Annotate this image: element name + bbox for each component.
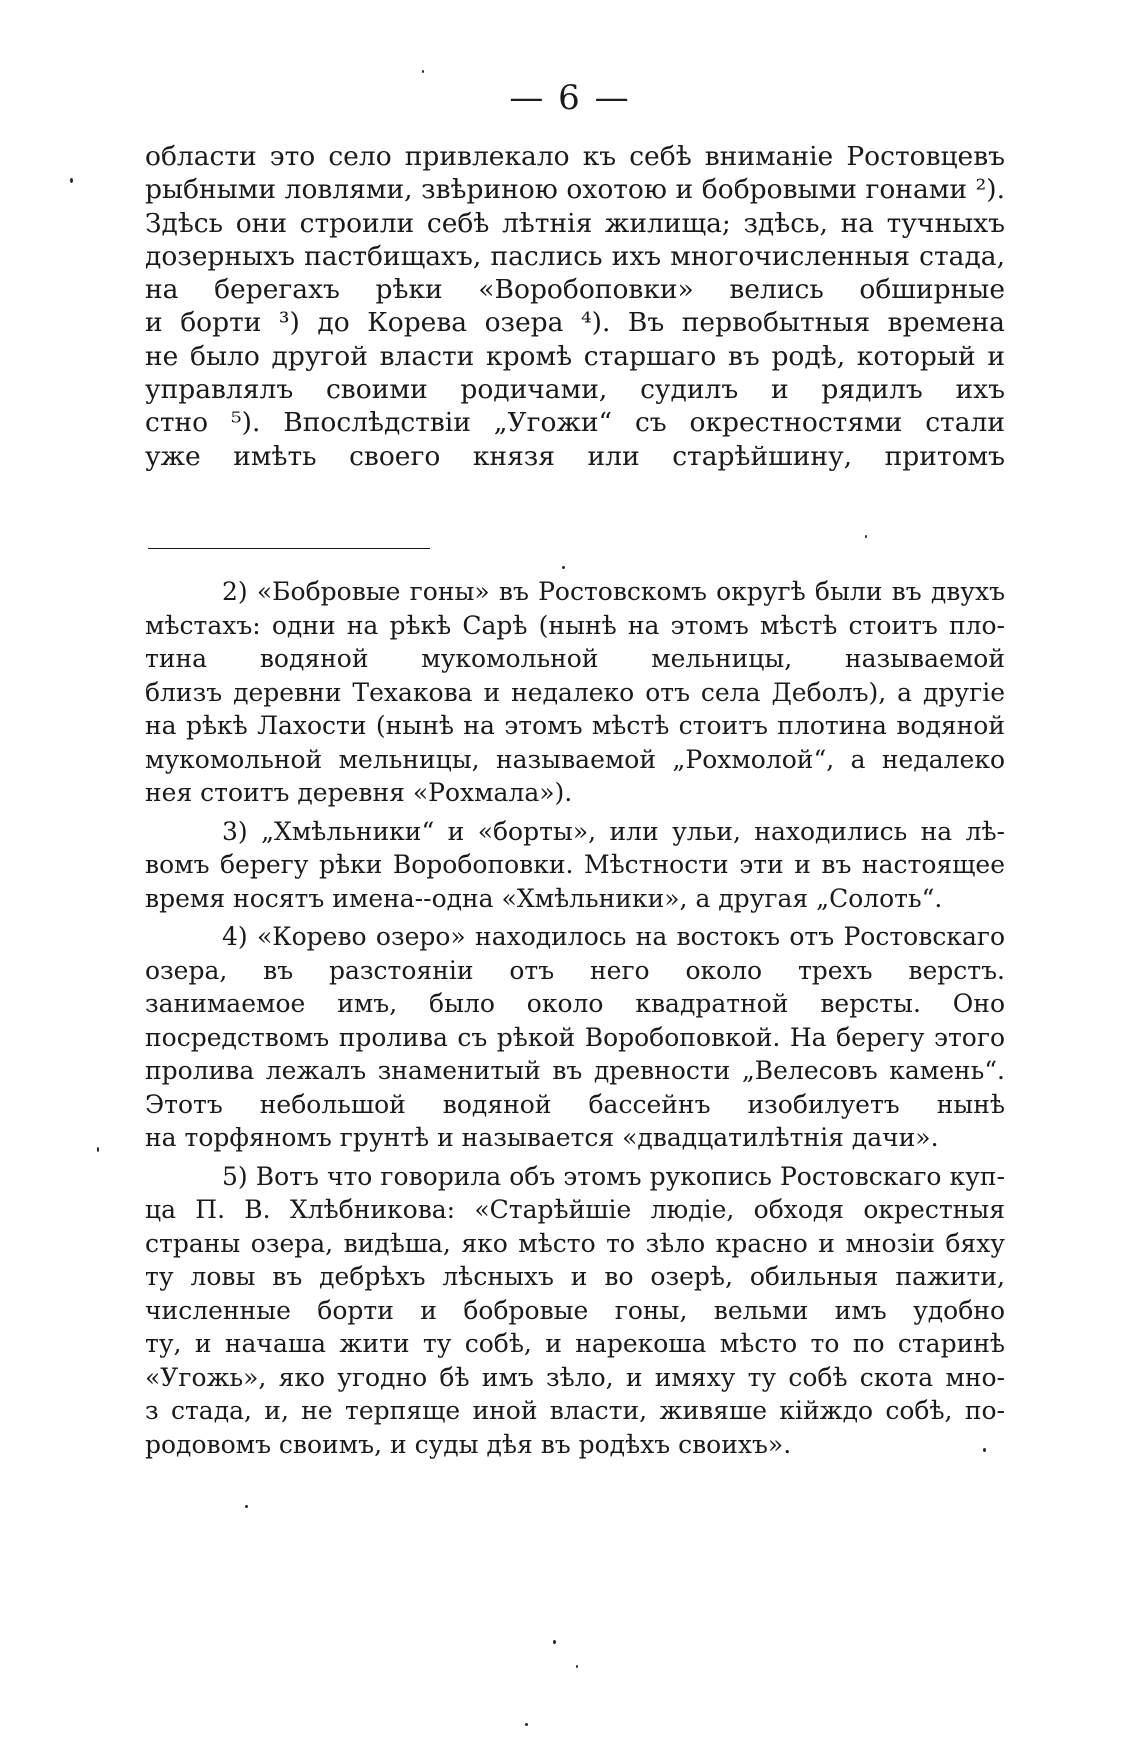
footnote-5 — [145, 1160, 1005, 1462]
footnote-line: мукомольной мельницы, называемой „Рохмолой“, а недалеко — [145, 744, 1005, 774]
footnote-line: з стада, и, не терпяще иной власти, живяше кійждо собѣ, по- — [145, 1396, 1005, 1425]
scan-speck — [70, 178, 73, 183]
footnote-line: 2) «Бобровые гоны» въ Ростовскомъ округѣ были въ двухъ — [222, 577, 1005, 606]
scan-speck — [245, 1505, 248, 1508]
footnote-line: пролива лежалъ знаменитый въ древности „Велесовъ камень“. — [145, 1056, 1005, 1085]
main-text — [145, 140, 1005, 473]
text-line: дозерныхъ пастбищахъ, паслись ихъ многочисленныя стада, — [145, 240, 1005, 272]
footnote-line: ту, и начаша жити ту собѣ, и нарекоша мѣсто то по старинѣ — [145, 1329, 1005, 1358]
text-line: области это село привлекало къ себѣ вниманіе Ростовцевъ — [145, 141, 1005, 172]
text-line: и борти ³) до Корева озера ⁴). Въ первобытныя времена — [145, 307, 1005, 339]
footnote-line: страны озера, видѣша, яко мѣсто то зѣло красно и мнозіи бяху — [145, 1228, 1005, 1258]
text-line: уже имѣть своего князя или старѣйшину, притомъ — [145, 440, 1005, 472]
footnote-line: вомъ берегу рѣки Воробоповки. Мѣстности эти и въ настоящее — [145, 850, 1005, 879]
footnote-separator — [148, 548, 430, 549]
footnote-line: на рѣкѣ Лахости (нынѣ на этомъ мѣстѣ стоитъ плотина водяной — [145, 711, 1005, 740]
footnote-line: Этотъ небольшой водяной бассейнъ изобилуетъ нынѣ — [145, 1089, 1005, 1119]
footnote-line: ту ловы въ дебрѣхъ лѣсныхъ и во озерѣ, обильныя пажити, — [145, 1262, 1005, 1291]
footnote-line: 4) «Корево озеро» находилось на востокъ отъ Ростовскаго — [222, 922, 1005, 951]
scan-speck — [422, 70, 424, 73]
scan-speck — [865, 535, 867, 538]
footnote-2 — [145, 575, 1005, 810]
text-line: Здѣсь они строили себѣ лѣтнія жилища; здѣсь, на тучныхъ — [145, 207, 1005, 239]
footnote-line: близъ деревни Техакова и недалеко отъ села Деболъ), а другіе — [145, 677, 1005, 707]
footnotes — [145, 575, 1005, 1466]
scan-speck — [525, 1723, 528, 1726]
footnote-line: «Угожь», яко угодно бѣ имъ зѣло, и имяху ту собѣ скота мно- — [145, 1362, 1005, 1392]
footnote-line: озера, въ разстояніи отъ него около трехъ верстъ. — [145, 955, 1005, 985]
footnote-line: ца П. В. Хлѣбникова: «Старѣйшіе людіе, обходя окрестныя — [145, 1195, 1005, 1224]
page-number: — 6 — — [509, 78, 631, 118]
footnote-line: численные борти и бобровые гоны, вельми имъ удобно — [145, 1295, 1005, 1325]
footnote-3 — [145, 815, 1005, 916]
text-line: на берегахъ рѣки «Воробоповки» велись обширные — [145, 274, 1005, 306]
footnote-line: нея стоитъ деревня «Рохмала»). — [145, 778, 573, 807]
footnote-line: мѣстахъ: одни на рѣкѣ Сарѣ (нынѣ на этомъ мѣстѣ стоитъ пло- — [145, 610, 1005, 640]
scan-speck — [562, 566, 565, 569]
text-line: стно ⁵). Впослѣдствіи „Угожи“ съ окрестностями стали — [145, 407, 1005, 439]
scan-speck — [553, 1640, 556, 1644]
footnote-line: занимаемое имъ, было около квадратной версты. Оно — [145, 989, 1005, 1018]
scan-speck — [97, 1147, 99, 1152]
footnote-line: 3) „Хмѣльники“ и «борты», или ульи, находились на лѣ- — [222, 816, 1005, 846]
scan-speck — [576, 1665, 578, 1668]
footnote-line: тина водяной мукомольной мельницы, называемой — [145, 644, 1005, 673]
text-line: не было другой власти кромѣ старшаго въ родѣ, который и — [145, 340, 1005, 372]
footnote-line: посредствомъ пролива съ рѣкой Воробоповкой. На берегу этого — [145, 1022, 1005, 1052]
text-line: управлялъ своими родичами, судилъ и рядилъ ихъ — [145, 374, 1005, 406]
text-line: рыбными ловлями, звѣриною охотою и бобровыми гонами ²). — [145, 174, 1005, 206]
footnote-line: на торфяномъ грунтѣ и называется «двадцатилѣтнія дачи». — [145, 1123, 939, 1152]
scan-speck — [983, 1448, 986, 1452]
footnote-line: родовомъ своимъ, и суды дѣя въ родѣхъ своихъ». — [145, 1429, 792, 1459]
footnote-4 — [145, 920, 1005, 1155]
footnote-line: время носятъ имена--одна «Хмѣльники», а другая „Солоть“. — [145, 883, 943, 913]
footnote-line: 5) Вотъ что говорила объ этомъ рукопись Ростовскаго куп- — [222, 1161, 1005, 1191]
